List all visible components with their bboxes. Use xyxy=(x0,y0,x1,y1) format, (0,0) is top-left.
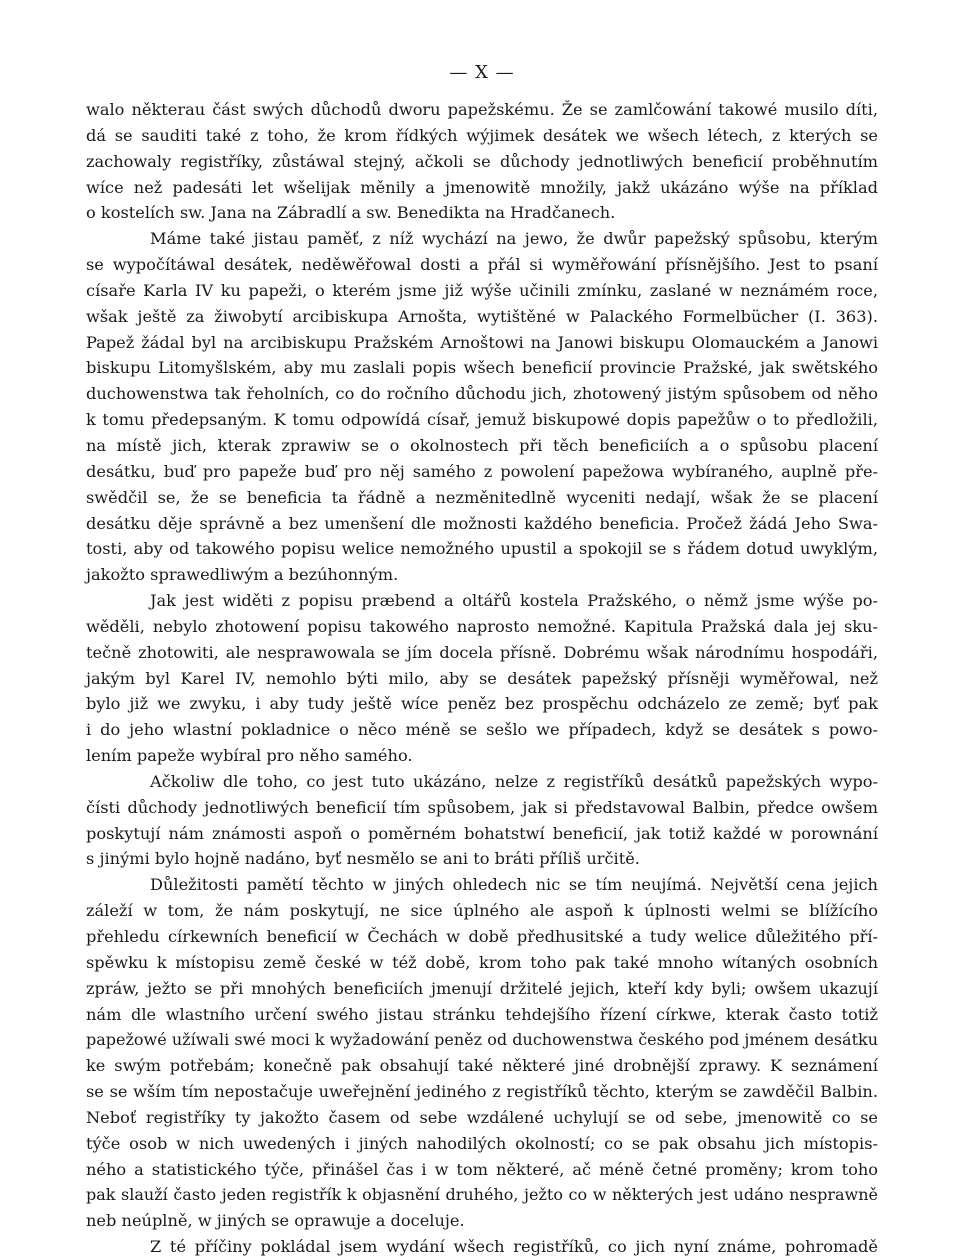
text-line: duchowenstwa tak řeholních, co do ročního důchodu jich, zhotowený jistým spůsobem od něho xyxy=(86,384,878,404)
text-line: desátku, buď pro papeže buď pro něj samého z powolení papežowa wybíraného, auplně pře- xyxy=(86,461,878,481)
text-line: Důležitosti pamětí těchto w jiných ohledech nic se tím neujímá. Největší cena jejich xyxy=(150,875,878,895)
text-line: na místě jich, kterak zprawiw se o okolnostech při těch beneficiích a o spůsobu placení xyxy=(86,435,878,455)
text-line: týče osob w nich uwedených i jiných nahodilých okolností; co se pak obsahu jich místopis- xyxy=(86,1133,878,1153)
text-line: spěwku k místopisu země české w též době, krom toho pak také mnoho wítaných osobních xyxy=(86,952,878,972)
text-line: zachowaly registříky, zůstáwal stejný, ačkoli se důchody jednotliwých beneficií proběhnutím xyxy=(86,151,878,171)
text-line: papežowé užíwali swé moci k wyžadowání peněz od duchowenstwa českého pod jménem desátku xyxy=(86,1030,878,1050)
text-line: wíce než padesáti let wšelijak měnily a jmenowitě množily, jakž ukázáno wýše na příklad xyxy=(86,177,878,197)
text-line: k tomu předepsaným. K tomu odpowídá císař, jemuž biskupowé dopis papežůw o to předložili, xyxy=(86,410,878,430)
text-line: se se wším tím nepostačuje uweřejnění jediného z registříků těchto, kterým se zawděčil Balbin. xyxy=(86,1082,878,1102)
text-line: se wypočítáwal desátek, neděwěřowal dosti a přál si wyměřowání přísnějšího. Jest to psaní xyxy=(86,255,878,275)
text-line: Papež žádal byl na arcibiskupu Pražském Arnoštowi na Janowi biskupu Olomauckém a Janowi xyxy=(86,332,878,352)
text-line: jakožto sprawedliwým a bezúhonným. xyxy=(86,565,399,585)
text-line: desátku děje správně a bez umenšení dle možnosti každého beneficia. Pročež žádá Jeho Swa- xyxy=(86,513,878,533)
body-text xyxy=(86,97,878,1260)
text-line: pak slauží často jeden registřík k objasnění druhého, ježto co w některých jest udáno nesprawně xyxy=(86,1185,878,1205)
text-line: zpráw, ježto se při mnohých beneficiích jmenují držitelé jejich, kteří kdy byli; owšem ukazují xyxy=(86,978,878,998)
text-line: neb neúplně, w jiných se oprawuje a doceluje. xyxy=(86,1211,465,1231)
text-line: wěděli, nebylo zhotowení popisu takowého naprosto nemožné. Kapitula Pražská dala jej sku- xyxy=(86,616,878,636)
text-line: Neboť registříky ty jakožto časem od sebe wzdálené uchylují se od sebe, jmenowitě co se xyxy=(86,1107,878,1127)
text-line: swědčil se, že se beneficia ta řádně a nezměnitedlně wyceniti nedají, wšak že se placení xyxy=(86,487,878,507)
text-line: i do jeho wlastní pokladnice o něco méně se sešlo we případech, když se desátek s powo- xyxy=(86,720,878,740)
text-line: biskupu Litomyšlském, aby mu zaslali popis wšech beneficií provincie Pražské, jak swětského xyxy=(86,358,878,378)
text-line: bylo již we zwyku, i aby tudy ještě wíce peněz bez prospěchu odcházelo ze země; byť pak xyxy=(86,694,878,714)
text-line: Jak jest widěti z popisu præbend a oltářů kostela Pražského, o němž jsme wýše po- xyxy=(150,591,878,611)
page-number: — X — xyxy=(449,62,515,83)
text-line: tečně zhotowiti, ale nesprawowala se jím docela přísně. Dobrému wšak národnímu hospodáři, xyxy=(86,642,878,662)
text-line: poskytují nám známosti aspoň o poměrném bohatstwí beneficií, jak totiž každé w porownání xyxy=(86,823,878,843)
text-line: dá se sauditi také z toho, že krom řídkých wýjimek desátek we wšech létech, z kterých se xyxy=(86,125,878,145)
text-line: čísti důchody jednotliwých beneficií tím spůsobem, jak si představowal Balbin, předce owšem xyxy=(86,797,878,817)
text-line: ného a statistického týče, přinášel čas i w tom některé, ač méně četné proměny; krom toho xyxy=(86,1159,878,1179)
text-line: lením papeže wybíral pro něho samého. xyxy=(86,746,413,766)
text-line: s jinými bylo hojně nadáno, byť nesmělo se ani to bráti příliš určitě. xyxy=(86,849,640,869)
text-line: walo některau část swých důchodů dworu papežskému. Že se zamlčowání takowé musilo díti, xyxy=(86,100,878,119)
text-line: Ačkoliw dle toho, co jest tuto ukázáno, nelze z registříků desátků papežských wypo- xyxy=(150,771,878,791)
text-line: přehledu církewních beneficií w Čechách w době předhusitské a tudy welice důležitého pří- xyxy=(86,927,878,946)
text-line: císaře Karla IV ku papeži, o kterém jsme již wýše učinili zmínku, zaslané w neznámém roce, xyxy=(86,280,878,300)
document-page xyxy=(86,0,878,1257)
text-line: jakým byl Karel IV, nemohlo býti milo, aby se desátek papežský přísněji wyměřowal, než xyxy=(86,668,878,688)
text-line: wšak ještě za žiwobytí arcibiskupa Arnošta, wytištěné w Palackého Formelbücher (I. 363). xyxy=(86,306,878,326)
text-line: nám dle wlastního určení swého jistau stránku tehdejšího řízení církwe, kterak často totiž xyxy=(86,1004,878,1024)
text-line: ke swým potřebám; konečně pak obsahují také některé jiné drobnější zprawy. K seznámení xyxy=(86,1056,878,1076)
text-line: Z té příčiny pokládal jsem wydání wšech registříků, co jich nyní známe, pohromadě xyxy=(150,1237,878,1257)
text-line: Máme také jistau paměť, z níž wychází na jewo, že dwůr papežský spůsobu, kterým xyxy=(150,229,878,249)
text-line: záleží w tom, že nám poskytují, ne sice úplného ale aspoň k úplnosti welmi se blížícího xyxy=(86,901,878,921)
text-line: o kostelích sw. Jana na Zábradlí a sw. Benedikta na Hradčanech. xyxy=(86,203,616,223)
text-line: tosti, aby od takowého popisu welice nemožného upustil a spokojil se s řádem dotud uwyklým, xyxy=(86,539,878,559)
